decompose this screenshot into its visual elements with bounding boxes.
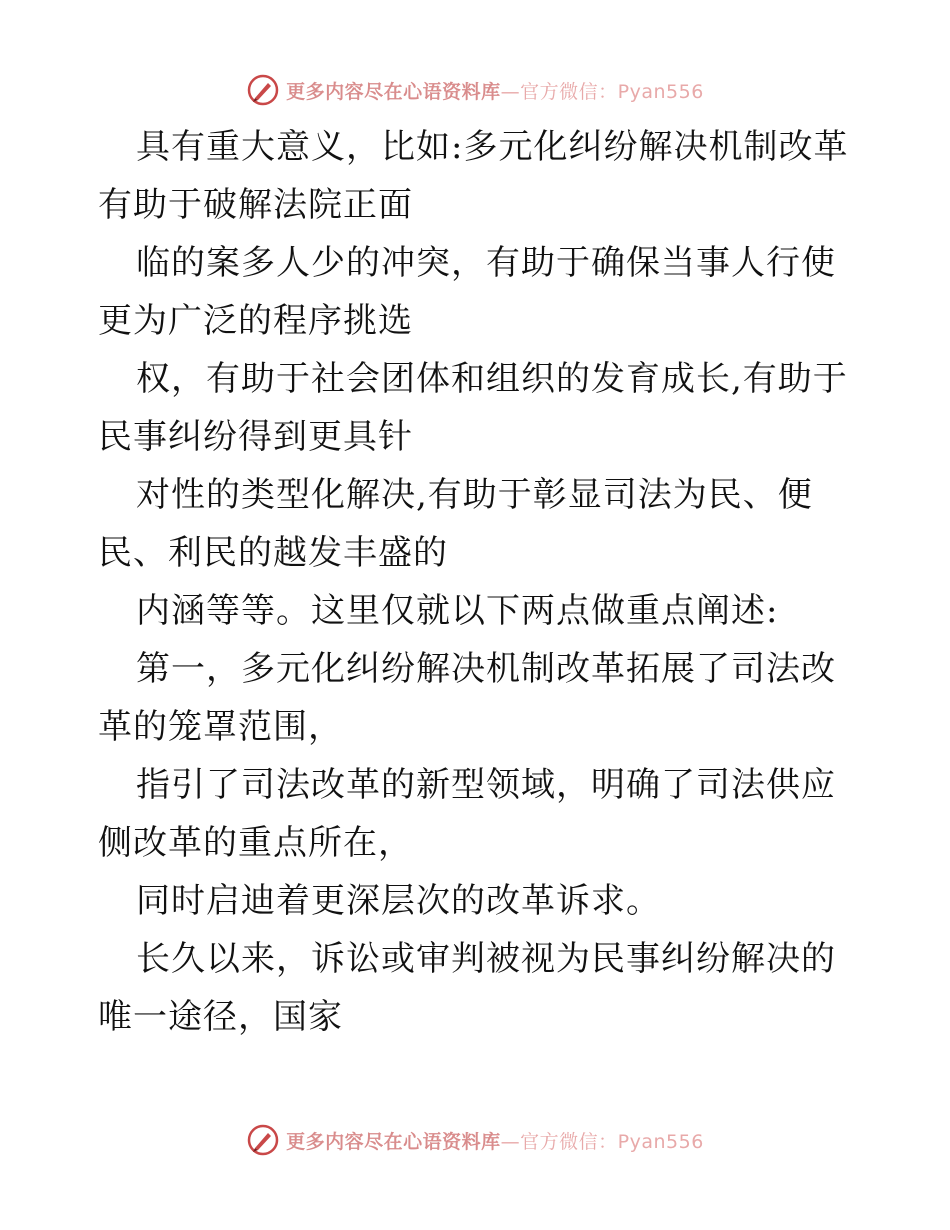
paragraph: 指引了司法改革的新型领域，明确了司法供应侧改革的重点所在，: [98, 765, 836, 863]
paragraph: 内涵等等。这里仅就以下两点做重点阐述:: [136, 591, 779, 631]
paragraph: 长久以来，诉讼或审判被视为民事纠纷解决的唯一途径，国家: [98, 939, 836, 1037]
header-brand: 更多内容尽在心语资料库: [286, 80, 501, 103]
footer-brand: 更多内容尽在心语资料库: [286, 1130, 501, 1153]
footer-watermark: [0, 1120, 950, 1160]
paragraph: 临的案多人少的冲突，有助于确保当事人行使更为广泛的程序挑选: [98, 243, 836, 341]
header-contact: —官方微信：Pyan556: [500, 80, 704, 103]
header-watermark: [0, 70, 950, 110]
pen-logo-icon: [246, 1123, 280, 1157]
footer-watermark-text: [286, 1127, 704, 1154]
paragraph: 同时启迪着更深层次的改革诉求。: [136, 881, 661, 921]
paragraph: 具有重大意义，比如:多元化纠纷解决机制改革有助于破解法院正面: [98, 127, 849, 225]
document-body: [98, 118, 858, 1046]
header-watermark-text: [286, 77, 704, 104]
paragraph: 对性的类型化解决,有助于彰显司法为民、便民、利民的越发丰盛的: [98, 475, 813, 573]
pen-logo-icon: [246, 73, 280, 107]
paragraph: 第一，多元化纠纷解决机制改革拓展了司法改革的笼罩范围，: [98, 649, 836, 747]
paragraph: 权，有助于社会团体和组织的发育成长,有助于民事纠纷得到更具针: [98, 359, 848, 457]
footer-contact: —官方微信：Pyan556: [500, 1130, 704, 1153]
